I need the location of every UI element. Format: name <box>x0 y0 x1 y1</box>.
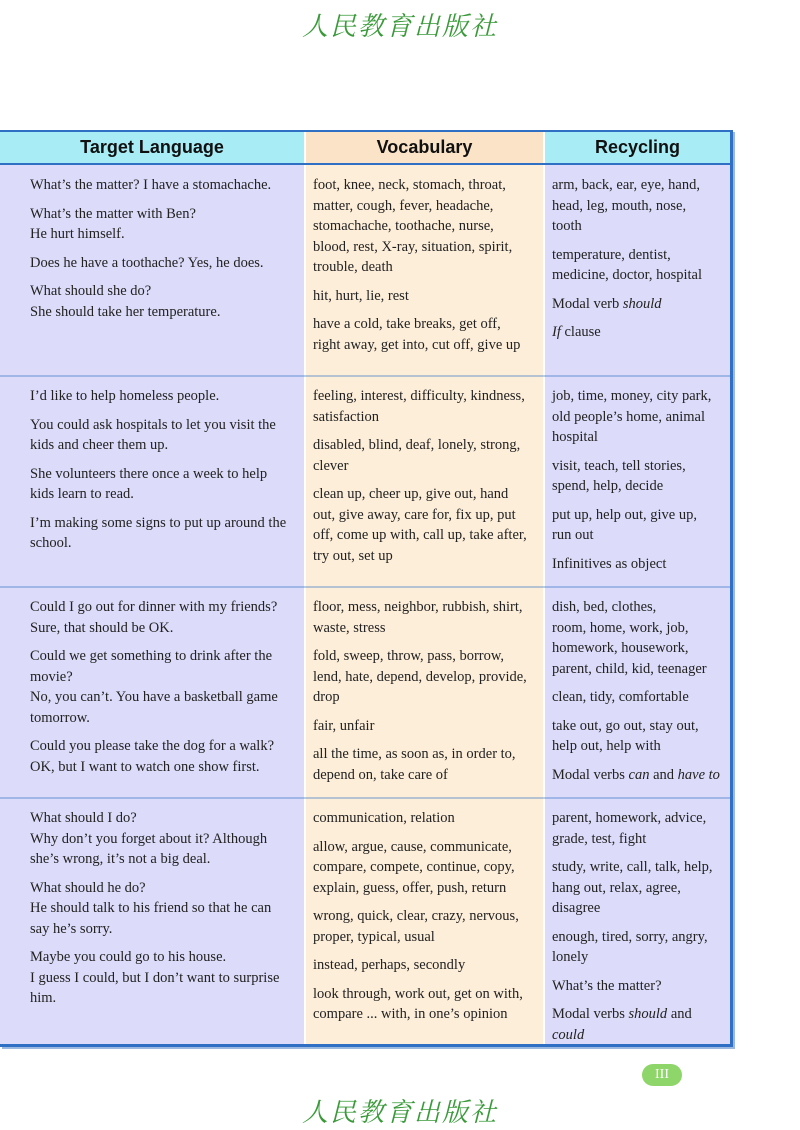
cell-line: Modal verb should <box>552 295 662 312</box>
cell-line: depend on, take care of <box>313 766 448 783</box>
cell-line: instead, perhaps, secondly <box>313 957 466 973</box>
cell-line: OK, but I want to watch one show first. <box>30 758 260 775</box>
table-row <box>0 798 730 1044</box>
cell-line: out, give away, care for, fix up, put <box>313 506 516 523</box>
cell-entry <box>313 744 535 785</box>
cell-entry <box>552 386 724 448</box>
cell-line: foot, knee, neck, stomach, throat, <box>313 177 506 193</box>
unit-overview-table <box>0 130 733 1047</box>
cell-line: Modal verbs should and could <box>552 1006 692 1043</box>
column-divider <box>543 165 545 376</box>
cell-entry <box>552 294 724 315</box>
target-language-cell <box>0 587 304 798</box>
cell-line: fair, unfair <box>313 717 375 734</box>
cell-line: grade, test, fight <box>552 830 647 847</box>
cell-entry <box>313 597 535 638</box>
cell-entry <box>552 597 724 679</box>
cell-line: What should he do? <box>30 879 146 896</box>
publisher-logo-bottom: 人民教育出版社 <box>301 1098 498 1128</box>
cell-line: Does he have a toothache? Yes, he does. <box>30 254 264 271</box>
cell-line: hospital <box>552 429 598 445</box>
cell-entry <box>552 175 724 237</box>
cell-line: arm, back, ear, eye, hand, <box>552 177 700 193</box>
cell-line: try out, set up <box>313 547 393 564</box>
cell-line: Maybe you could go to his house. <box>30 949 227 965</box>
cell-entry <box>30 175 296 196</box>
cell-line: hang out, relax, agree, <box>552 879 681 896</box>
cell-line: drop <box>313 689 340 705</box>
cell-line: Modal verbs can and have to <box>552 766 720 783</box>
cell-entry <box>313 837 535 899</box>
cell-line: help out, help with <box>552 738 661 754</box>
cell-line: I’m making some signs to put up around the <box>30 514 287 531</box>
cell-line: allow, argue, cause, communicate, <box>313 838 512 855</box>
cell-entry <box>313 484 535 566</box>
cell-line: Infinitives as object <box>552 555 667 572</box>
row-divider <box>0 586 730 588</box>
cell-entry <box>313 286 535 307</box>
cell-entry <box>30 415 296 456</box>
header-target-language: Target Language <box>0 132 304 163</box>
cell-entry <box>30 253 296 274</box>
cell-line: lonely <box>552 949 589 965</box>
table-row <box>0 165 730 376</box>
cell-entry <box>30 878 296 940</box>
cell-line: No, you can’t. You have a basketball game <box>30 689 278 705</box>
cell-line: have a cold, take breaks, get off, <box>313 316 501 332</box>
cell-line: What’s the matter with Ben? <box>30 205 196 222</box>
cell-line: school. <box>30 535 72 551</box>
cell-line: disabled, blind, deaf, lonely, strong, <box>313 437 521 453</box>
cell-entry <box>552 505 724 546</box>
cell-entry <box>313 386 535 427</box>
cell-entry <box>313 435 535 476</box>
header-recycling: Recycling <box>545 132 730 163</box>
cell-entry <box>30 808 296 870</box>
row-divider <box>0 797 730 799</box>
cell-line: tooth <box>552 218 582 234</box>
cell-line: job, time, money, city park, <box>552 388 712 404</box>
cell-line: homework, housework, <box>552 640 689 656</box>
cell-entry <box>313 314 535 355</box>
cell-line: She should take her temperature. <box>30 303 221 320</box>
vocabulary-cell <box>306 165 543 376</box>
column-divider <box>304 165 306 376</box>
recycling-cell <box>545 376 730 587</box>
target-language-cell <box>0 798 304 1044</box>
cell-entry <box>30 736 296 777</box>
cell-entry <box>30 204 296 245</box>
cell-line: I’d like to help homeless people. <box>30 388 220 404</box>
cell-line: clever <box>313 457 349 474</box>
cell-entry <box>313 646 535 708</box>
cell-entry <box>552 765 724 786</box>
cell-entry <box>30 386 296 407</box>
cell-entry <box>313 906 535 947</box>
cell-line: she’s wrong, it’s not a big deal. <box>30 851 211 867</box>
cell-line: compare ... with, in one’s opinion <box>313 1006 508 1022</box>
cell-line: hit, hurt, lie, rest <box>313 287 409 304</box>
recycling-cell <box>545 587 730 798</box>
row-divider <box>0 375 730 377</box>
recycling-cell <box>545 165 730 376</box>
cell-entry <box>552 245 724 286</box>
cell-line: I guess I could, but I don’t want to surprise <box>30 969 280 986</box>
cell-line: kids and cheer them up. <box>30 437 169 453</box>
cell-line: Sure, that should be OK. <box>30 619 174 636</box>
cell-line: old people’s home, animal <box>552 408 706 425</box>
cell-line: room, home, work, job, <box>552 619 689 636</box>
cell-entry <box>313 808 535 829</box>
cell-line: lend, hate, depend, develop, provide, <box>313 668 527 685</box>
cell-line: dish, bed, clothes, <box>552 599 657 615</box>
vocabulary-cell <box>306 376 543 587</box>
cell-entry <box>30 646 296 728</box>
cell-line: compare, compete, continue, copy, <box>313 859 515 875</box>
cell-line: take out, go out, stay out, <box>552 717 699 734</box>
cell-line: What’s the matter? <box>552 977 662 994</box>
cell-line: He hurt himself. <box>30 226 125 242</box>
cell-line: blood, rest, X-ray, situation, spirit, <box>313 238 513 255</box>
cell-line: spend, help, decide <box>552 478 664 494</box>
cell-line: right away, get into, cut off, give up <box>313 336 521 353</box>
cell-line: him. <box>30 990 57 1006</box>
cell-line: What should I do? <box>30 810 137 826</box>
cell-line: movie? <box>30 668 73 685</box>
cell-entry <box>30 947 296 1009</box>
column-divider <box>304 587 306 798</box>
recycling-cell <box>545 798 730 1044</box>
cell-line: Could I go out for dinner with my friends? <box>30 599 278 615</box>
cell-line: communication, relation <box>313 810 455 826</box>
cell-line: medicine, doctor, hospital <box>552 267 703 283</box>
column-divider <box>304 376 306 587</box>
vocabulary-cell <box>306 587 543 798</box>
cell-entry <box>30 464 296 505</box>
cell-line: study, write, call, talk, help, <box>552 859 713 875</box>
cell-entry <box>313 984 535 1025</box>
cell-line: parent, homework, advice, <box>552 810 707 826</box>
cell-line: You could ask hospitals to let you visit the <box>30 416 276 433</box>
cell-line: tomorrow. <box>30 709 90 726</box>
cell-line: What’s the matter? I have a stomachache. <box>30 177 272 193</box>
cell-line: visit, teach, tell stories, <box>552 457 686 474</box>
cell-entry <box>313 955 535 976</box>
table-row <box>0 376 730 587</box>
cell-line: trouble, death <box>313 259 393 275</box>
target-language-cell <box>0 165 304 376</box>
cell-line: proper, typical, usual <box>313 928 435 945</box>
cell-line: If clause <box>552 324 601 340</box>
cell-entry <box>552 808 724 849</box>
cell-entry <box>552 857 724 919</box>
cell-line: What should she do? <box>30 283 152 299</box>
vocabulary-cell <box>306 798 543 1044</box>
cell-line: floor, mess, neighbor, rubbish, shirt, <box>313 599 523 615</box>
cell-line: matter, cough, fever, headache, <box>313 197 494 214</box>
cell-line: look through, work out, get on with, <box>313 985 523 1002</box>
cell-line: enough, tired, sorry, angry, <box>552 928 708 945</box>
cell-line: all the time, as soon as, in order to, <box>313 746 516 762</box>
cell-line: feeling, interest, difficulty, kindness, <box>313 388 525 404</box>
cell-entry <box>552 716 724 757</box>
cell-line: temperature, dentist, <box>552 246 671 263</box>
cell-line: head, leg, mouth, nose, <box>552 197 687 214</box>
table-row <box>0 587 730 798</box>
cell-entry <box>552 322 724 343</box>
cell-entry <box>30 281 296 322</box>
cell-entry <box>552 976 724 997</box>
table-header <box>0 130 730 165</box>
cell-line: stomachache, toothache, nurse, <box>313 218 494 234</box>
cell-line: Could you please take the dog for a walk? <box>30 738 275 754</box>
cell-line: Could we get something to drink after the <box>30 648 273 664</box>
cell-line: put up, help out, give up, <box>552 506 697 523</box>
cell-line: He should talk to his friend so that he can <box>30 900 272 916</box>
cell-line: Why don’t you forget about it? Although <box>30 830 268 847</box>
column-divider <box>304 798 306 1044</box>
cell-line: wrong, quick, clear, crazy, nervous, <box>313 908 519 924</box>
cell-line: say he’s sorry. <box>30 920 113 937</box>
cell-line: disagree <box>552 900 601 916</box>
cell-entry <box>552 687 724 708</box>
header-vocabulary: Vocabulary <box>306 132 543 163</box>
cell-entry <box>552 554 724 575</box>
column-divider <box>543 798 545 1044</box>
cell-entry <box>552 927 724 968</box>
publisher-logo-top: 人民教育出版社 <box>301 12 498 42</box>
column-divider <box>543 376 545 587</box>
cell-line: kids learn to read. <box>30 486 134 502</box>
cell-line: waste, stress <box>313 619 386 636</box>
cell-entry <box>313 175 535 278</box>
cell-entry <box>30 513 296 554</box>
cell-entry <box>552 1004 724 1045</box>
cell-line: satisfaction <box>313 408 380 425</box>
cell-line: She volunteers there once a week to help <box>30 465 268 482</box>
cell-entry <box>30 597 296 638</box>
cell-line: parent, child, kid, teenager <box>552 660 707 677</box>
cell-entry <box>552 456 724 497</box>
cell-line: clean up, cheer up, give out, hand <box>313 486 509 502</box>
column-divider <box>543 587 545 798</box>
target-language-cell <box>0 376 304 587</box>
page-number: III <box>642 1064 682 1086</box>
cell-line: run out <box>552 527 594 543</box>
cell-line: off, come up with, call up, take after, <box>313 527 527 543</box>
cell-line: explain, guess, offer, push, return <box>313 879 507 896</box>
cell-line: clean, tidy, comfortable <box>552 689 689 705</box>
cell-entry <box>313 716 535 737</box>
cell-line: fold, sweep, throw, pass, borrow, <box>313 648 505 664</box>
